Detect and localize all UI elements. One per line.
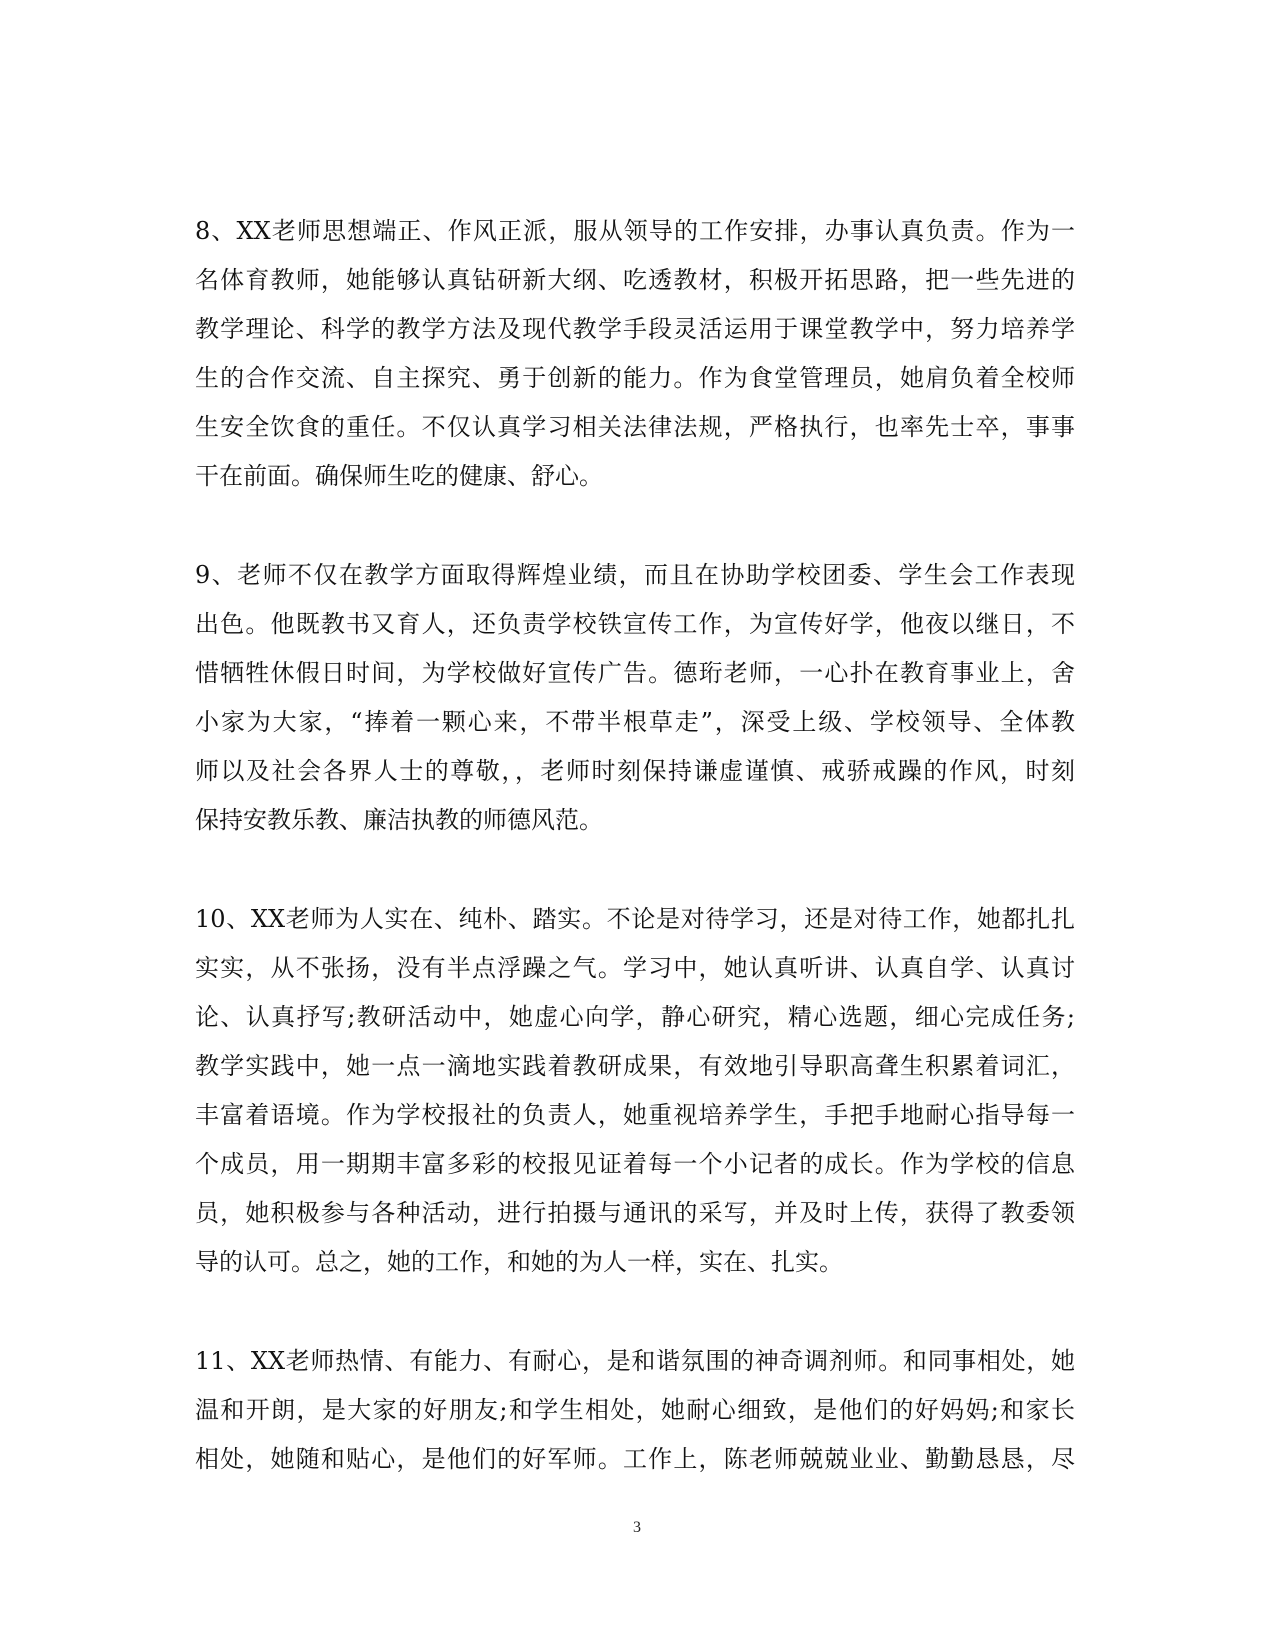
text-line: 10、XX老师为人实在、纯朴、踏实。不论是对待学习，还是对待工作，她都扎扎	[195, 905, 1075, 933]
text-line: 师以及社会各界人士的尊敬，，老师时刻保持谦虚谨慎、戒骄戒躁的作风，时刻	[195, 757, 1075, 785]
text-line: 温和开朗，是大家的好朋友;和学生相处，她耐心细致，是他们的好妈妈;和家长	[195, 1396, 1075, 1424]
text-line: 干在前面。确保师生吃的健康、舒心。	[195, 462, 603, 490]
text-line: 11、XX老师热情、有能力、有耐心，是和谐氛围的神奇调剂师。和同事相处，她	[195, 1347, 1075, 1375]
text-line: 9、老师不仅在教学方面取得辉煌业绩，而且在协助学校团委、学生会工作表现	[195, 561, 1075, 589]
text-line: 论、认真抒写;教研活动中，她虚心向学，静心研究，精心选题，细心完成任务;	[195, 1003, 1075, 1031]
text-line: 导的认可。总之，她的工作，和她的为人一样，实在、扎实。	[195, 1248, 843, 1276]
paragraph-11	[195, 1337, 1075, 1484]
paragraph-9	[195, 551, 1075, 845]
text-line: 员，她积极参与各种活动，进行拍摄与通讯的采写，并及时上传，获得了教委领	[195, 1199, 1075, 1227]
text-line: 生的合作交流、自主探究、勇于创新的能力。作为食堂管理员，她肩负着全校师	[195, 364, 1075, 392]
paragraph-10	[195, 895, 1075, 1287]
text-line: 教学理论、科学的教学方法及现代教学手段灵活运用于课堂教学中，努力培养学	[195, 315, 1075, 343]
text-line: 惜牺牲休假日时间，为学校做好宣传广告。德珩老师，一心扑在教育事业上，舍	[195, 659, 1075, 687]
paragraph-8	[195, 207, 1075, 501]
text-line: 相处，她随和贴心，是他们的好军师。工作上，陈老师兢兢业业、勤勤恳恳，尽	[195, 1445, 1075, 1473]
text-line: 个成员，用一期期丰富多彩的校报见证着每一个小记者的成长。作为学校的信息	[195, 1150, 1075, 1178]
text-line: 丰富着语境。作为学校报社的负责人，她重视培养学生，手把手地耐心指导每一	[195, 1101, 1075, 1129]
text-line: 8、XX老师思想端正、作风正派，服从领导的工作安排，办事认真负责。作为一	[195, 217, 1075, 245]
text-line: 名体育教师，她能够认真钻研新大纲、吃透教材，积极开拓思路，把一些先进的	[195, 266, 1075, 294]
text-line: 生安全饮食的重任。不仅认真学习相关法律法规，严格执行，也率先士卒，事事	[195, 413, 1075, 441]
text-line: 实实，从不张扬，没有半点浮躁之气。学习中，她认真听讲、认真自学、认真讨	[195, 954, 1075, 982]
text-line: 出色。他既教书又育人，还负责学校铁宣传工作，为宣传好学，他夜以继日，不	[195, 610, 1075, 638]
page-number: 3	[633, 1519, 641, 1536]
text-line: 保持安教乐教、廉洁执教的师德风范。	[195, 806, 603, 834]
text-line: 教学实践中，她一点一滴地实践着教研成果，有效地引导职高聋生积累着词汇，	[195, 1052, 1075, 1080]
text-line: 小家为大家，“捧着一颗心来，不带半根草走”，深受上级、学校领导、全体教	[195, 708, 1075, 736]
